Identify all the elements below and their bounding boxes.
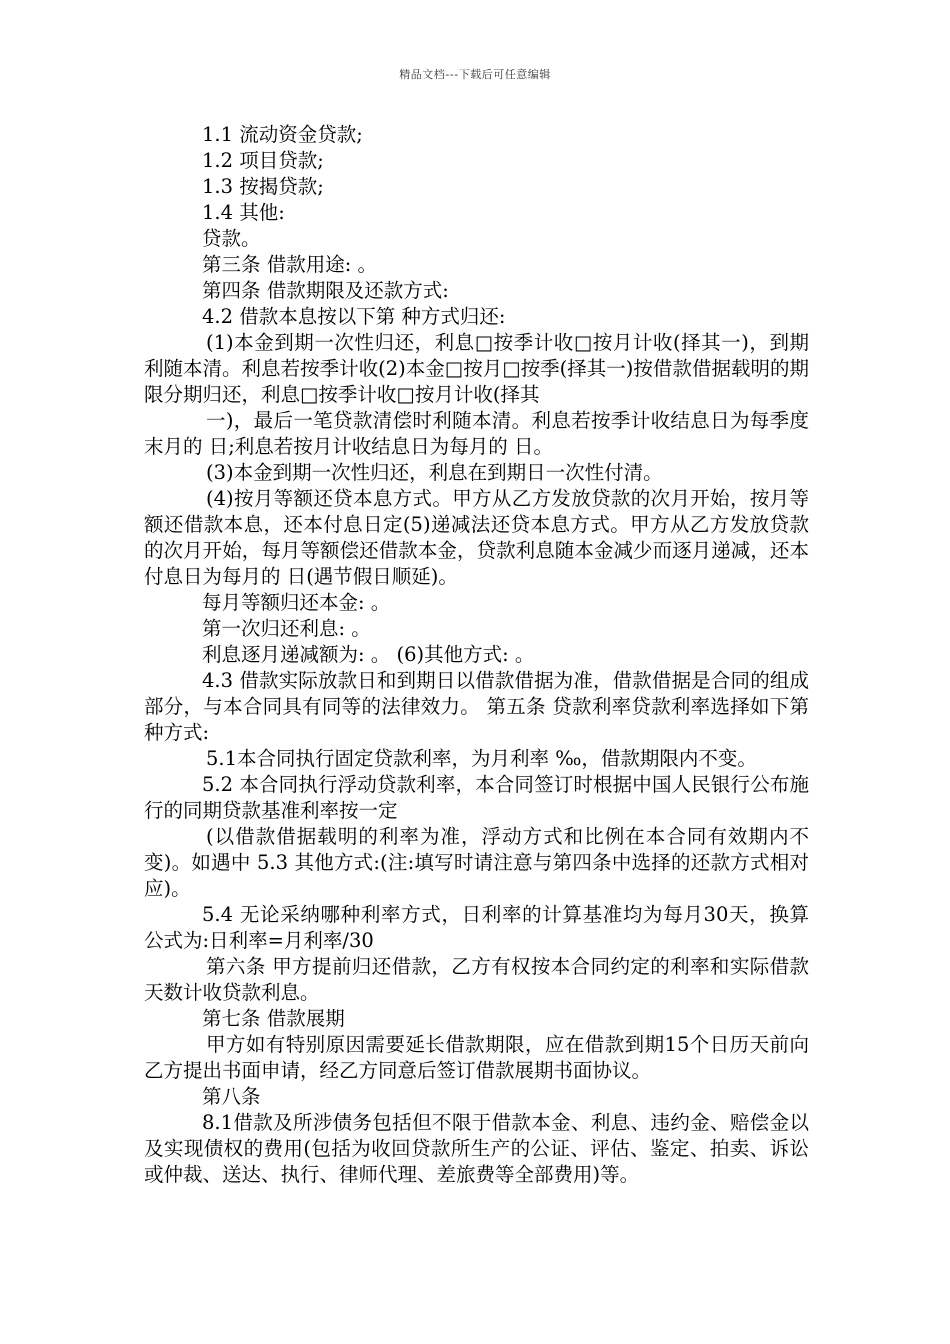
paragraph-extension: 甲方如有特别原因需要延长借款期限，应在借款到期15个日历天前向乙方提出书面申请，经乙方同意后签订借款展期书面协议。 (144, 1033, 809, 1082)
paragraph-1-2: 1.2 项目贷款; (202, 149, 324, 172)
paragraph-method-2-cont: 一)，最后一笔贷款清偿时利随本清。利息若按季计收结息日为每季度末月的 日;利息若按月计收结息日为每月的 日。 (144, 409, 809, 458)
paragraph-method-1-2: (1)本金到期一次性归还，利息□按季计收□按月计收(择其一)，到期利随本清。利息若按季计收(2)本金□按月□按季(择其一)按借款借据载明的期限分期归还，利息□按季计收□按月计收(择其 (144, 331, 809, 406)
paragraph-interest-decrement: 利息逐月递减额为: 。 (6)其他方式: 。 (202, 643, 535, 666)
paragraph-5-2-cont: (以借款借据载明的利率为准，浮动方式和比例在本合同有效期内不变)。如遇中 5.3 其他方式:(注:填写时请注意与第四条中选择的还款方式相对应)。 (144, 825, 809, 900)
paragraph-5-4: 5.4 无论采纳哪种利率方式，日利率的计算基准均为每月30天，换算公式为:日利率=月利率/30 (144, 903, 809, 952)
paragraph-first-interest: 第一次归还利息: 。 (202, 617, 371, 640)
paragraph-article-8: 第八条 (202, 1085, 261, 1108)
paragraph-4-2: 4.2 借款本息按以下第 种方式归还: (202, 305, 506, 328)
paragraph-article-3: 第三条 借款用途: 。 (202, 253, 377, 276)
paragraph-8-1: 8.1借款及所涉债务包括但不限于借款本金、利息、违约金、赔偿金以及实现债权的费用(包括为收回贷款所生产的公证、评估、鉴定、拍卖、诉讼或仲裁、送达、执行、律师代理、差旅费等全部费用)等。 (144, 1111, 809, 1186)
paragraph-method-3: (3)本金到期一次性归还，利息在到期日一次性付清。 (206, 461, 663, 484)
paragraph-monthly-principal: 每月等额归还本金: 。 (202, 591, 391, 614)
paragraph-1-3: 1.3 按揭贷款; (202, 175, 324, 198)
paragraph-article-7: 第七条 借款展期 (202, 1007, 345, 1030)
paragraph-1-4: 1.4 其他: (202, 201, 285, 224)
document-body (144, 122, 809, 1188)
paragraph-method-4-5: (4)按月等额还贷本息方式。甲方从乙方发放贷款的次月开始，按月等额还借款本息，还本付息日定(5)递减法还贷本息方式。甲方从乙方发放贷款的次月开始，每月等额偿还借款本金，贷款利息随本金减少而逐月递减，还本付息日为每月的 日(遇节假日顺延)。 (144, 487, 809, 588)
paragraph-loan: 贷款。 (202, 227, 261, 250)
page-header: 精品文档---下载后可任意编辑 (399, 68, 551, 81)
paragraph-1-1: 1.1 流动资金贷款; (202, 123, 363, 146)
paragraph-article-6: 第六条 甲方提前归还借款，乙方有权按本合同约定的利率和实际借款天数计收贷款利息。 (144, 955, 809, 1004)
paragraph-5-1: 5.1本合同执行固定贷款利率，为月利率 ‰，借款期限内不变。 (206, 747, 757, 770)
paragraph-article-4: 第四条 借款期限及还款方式: (202, 279, 449, 302)
paragraph-5-2: 5.2 本合同执行浮动贷款利率，本合同签订时根据中国人民银行公布施行的同期贷款基准利率按一定 (144, 773, 809, 822)
paragraph-4-3: 4.3 借款实际放款日和到期日以借款借据为准，借款借据是合同的组成部分，与本合同具有同等的法律效力。 第五条 贷款利率贷款利率选择如下第种方式: (144, 669, 809, 744)
